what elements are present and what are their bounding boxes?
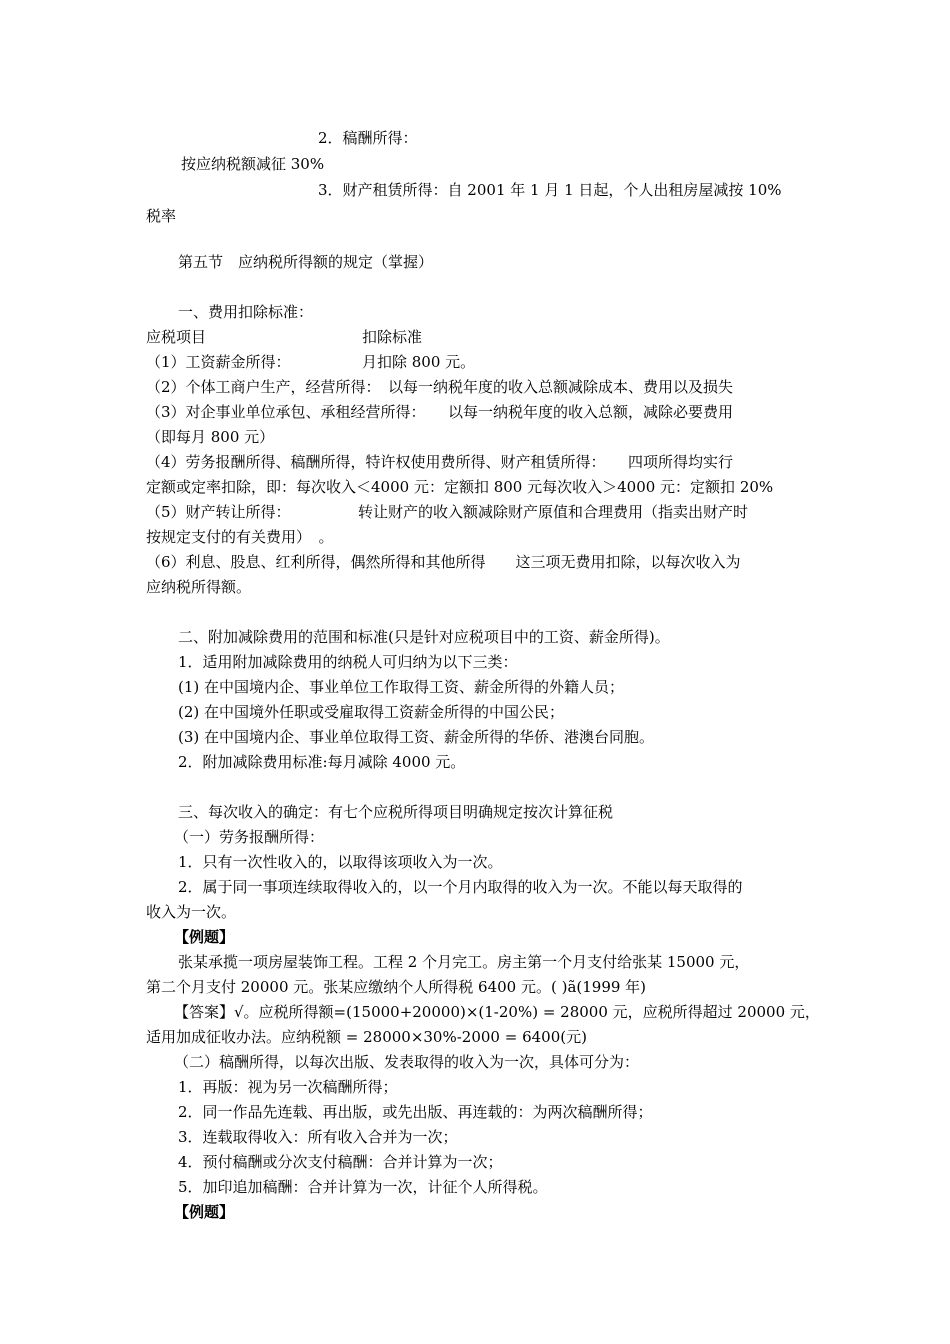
text-line: （1）工资薪金所得：	[146, 353, 291, 371]
text-line: 2．属于同一事项连续取得收入的，以一个月内取得的收入为一次。不能以每天取得的	[178, 878, 743, 896]
subsection-heading: 一、费用扣除标准：	[178, 303, 314, 321]
text-line: 2．附加减除费用标准:每月减除 4000 元。	[178, 753, 466, 771]
text-line: 2．稿酬所得：	[318, 129, 418, 147]
text-line: 第二个月支付 20000 元。张某应缴纳个人所得税 6400 元。( )ã(1999 年)	[146, 978, 647, 996]
text-line: 2．同一作品先连载、再出版，或先出版、再连载的：为两次稿酬所得；	[178, 1103, 653, 1121]
text-line: （6）利息、股息、红利所得，偶然所得和其他所得 这三项无费用扣除，以每次收入为	[146, 553, 741, 571]
text-line: 3．财产租赁所得：自 2001 年 1 月 1 日起，个人出租房屋减按 10%	[318, 181, 782, 199]
text-line: (2) 在中国境外任职或受雇取得工资薪金所得的中国公民；	[178, 703, 565, 721]
text-line: 1．适用附加减除费用的纳税人可归纳为以下三类：	[178, 653, 518, 671]
text-line: (1) 在中国境内企、事业单位工作取得工资、薪金所得的外籍人员；	[178, 678, 625, 696]
text-line: 应纳税所得额。	[146, 578, 252, 596]
subsection-heading: 二、附加减除费用的范围和标准(只是针对应税项目中的工资、薪金所得)。	[178, 628, 670, 646]
text-line: 1．只有一次性收入的，以取得该项收入为一次。	[178, 853, 503, 871]
answer-line: 【答案】√。应税所得额=(15000+20000)×(1-20%) = 28000 元，应税所得超过 20000 元，	[174, 1003, 820, 1021]
column-header-item: 应税项目	[146, 328, 207, 346]
text-line: （一）劳务报酬所得：	[174, 828, 325, 846]
text-line: （3）对企事业单位承包、承租经营所得： 以每一纳税年度的收入总额，减除必要费用	[146, 403, 734, 421]
text-line: 1．再版：视为另一次稿酬所得；	[178, 1078, 398, 1096]
text-line: （5）财产转让所得： 转让财产的收入额减除财产原值和合理费用（指卖出财产时	[146, 503, 749, 521]
text-line: 4．预付稿酬或分次支付稿酬：合并计算为一次；	[178, 1153, 503, 1171]
column-header-standard: 扣除标准	[362, 328, 423, 346]
example-label: 【例题】	[174, 928, 235, 946]
text-line: 5．加印追加稿酬：合并计算为一次，计征个人所得税。	[178, 1178, 548, 1196]
text-line: 按规定支付的有关费用） 。	[146, 528, 334, 546]
text-line: （即每月 800 元）	[146, 428, 275, 446]
text-line: 定额或定率扣除，即：每次收入＜4000 元：定额扣 800 元每次收入＞4000 元：定额扣 20%	[146, 478, 774, 496]
text-line: 收入为一次。	[146, 903, 237, 921]
text-line: 按应纳税额减征 30%	[181, 155, 325, 173]
text-line: 张某承揽一项房屋装饰工程。工程 2 个月完工。房主第一个月支付给张某 15000 元，	[178, 953, 750, 971]
text-line: 税率	[146, 207, 177, 225]
section-heading: 第五节 应纳税所得额的规定（掌握）	[178, 253, 434, 271]
text-line: 适用加成征收办法。应纳税额 = 28000×30%-2000 = 6400(元)	[146, 1028, 587, 1046]
text-line: （二）稿酬所得，以每次出版、发表取得的收入为一次，具体可分为：	[174, 1053, 640, 1071]
text-line: （4）劳务报酬所得、稿酬所得，特许权使用费所得、财产租赁所得： 四项所得均实行	[146, 453, 734, 471]
text-line: 3．连载取得收入：所有收入合并为一次；	[178, 1128, 458, 1146]
example-label: 【例题】	[174, 1203, 235, 1221]
text-line: （2）个体工商户生产，经营所得： 以每一纳税年度的收入总额减除成本、费用以及损失	[146, 378, 734, 396]
text-line: 月扣除 800 元。	[362, 353, 476, 371]
subsection-heading: 三、每次收入的确定：有七个应税所得项目明确规定按次计算征税	[178, 803, 614, 821]
text-line: (3) 在中国境内企、事业单位取得工资、薪金所得的华侨、港澳台同胞。	[178, 728, 655, 746]
